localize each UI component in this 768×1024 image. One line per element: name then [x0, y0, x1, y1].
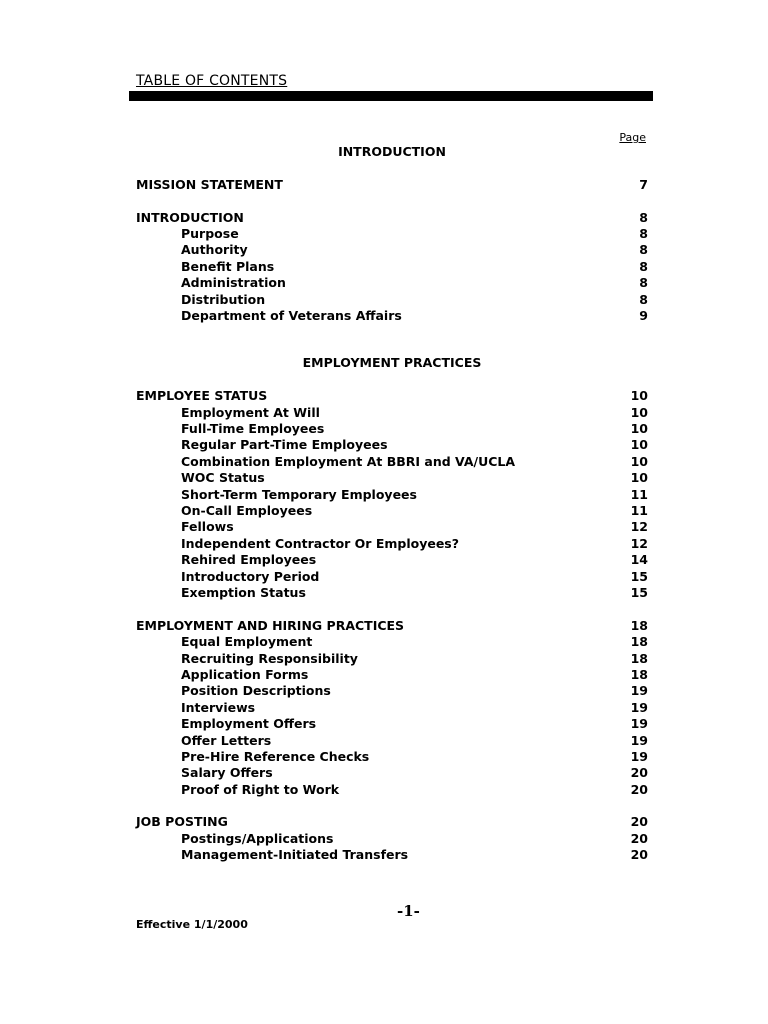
- toc-entry-label: Proof of Right to Work: [181, 781, 340, 797]
- toc-group-row: [136, 388, 648, 404]
- toc-entry-row: [136, 454, 648, 470]
- toc-entry-label: Combination Employment At BBRI and VA/UCLA: [181, 453, 516, 469]
- toc-entry-page: 18: [630, 666, 648, 682]
- section-title: INTRODUCTION: [338, 144, 446, 159]
- toc-entry-page: 8: [639, 291, 648, 307]
- toc-entry-row: [136, 585, 648, 601]
- toc-entry-page: 12: [630, 519, 648, 535]
- toc-entry-page: 19: [630, 748, 648, 764]
- toc-entry-label: Exemption Status: [181, 584, 306, 600]
- heading-rule: [129, 91, 653, 101]
- toc-entry-label: WOC Status: [181, 470, 265, 486]
- toc-heading: TABLE OF CONTENTS: [136, 73, 288, 89]
- toc-list: [136, 144, 648, 864]
- toc-group-row: [136, 210, 648, 226]
- toc-entry-page: 19: [630, 716, 648, 732]
- toc-entry-page: 11: [630, 486, 648, 502]
- toc-entry-page: 14: [630, 552, 648, 568]
- toc-entry-label: EMPLOYMENT AND HIRING PRACTICES: [136, 617, 405, 633]
- toc-entry-page: 20: [630, 847, 648, 863]
- toc-entry-row: [136, 782, 648, 798]
- toc-entry-label: MISSION STATEMENT: [136, 176, 283, 192]
- toc-entry-page: 11: [630, 503, 648, 519]
- group-spacer: [136, 798, 648, 814]
- title-spacer: [136, 160, 648, 177]
- page-column-label: Page: [619, 131, 646, 144]
- toc-entry-row: [136, 292, 648, 308]
- toc-entry-label: Application Forms: [181, 666, 309, 682]
- toc-entry-page: 20: [630, 814, 648, 830]
- section-spacer: [136, 324, 648, 355]
- toc-entry-row: [136, 651, 648, 667]
- toc-entry-row: [136, 503, 648, 519]
- toc-entry-page: 10: [630, 437, 648, 453]
- toc-entry-page: 8: [639, 242, 648, 258]
- toc-entry-row: [136, 487, 648, 503]
- toc-entry-page: 19: [630, 699, 648, 715]
- toc-entry-row: [136, 716, 648, 732]
- toc-entry-label: Management-Initiated Transfers: [181, 847, 409, 863]
- toc-entry-label: Benefit Plans: [181, 258, 275, 274]
- toc-group-row: [136, 618, 648, 634]
- toc-entry-page: 19: [630, 683, 648, 699]
- toc-entry-row: [136, 275, 648, 291]
- toc-entry-row: [136, 259, 648, 275]
- toc-entry-page: 10: [630, 453, 648, 469]
- toc-entry-row: [136, 733, 648, 749]
- toc-entry-page: 18: [630, 634, 648, 650]
- toc-entry-row: [136, 847, 648, 863]
- toc-entry-row: [136, 552, 648, 568]
- toc-entry-label: Distribution: [181, 291, 266, 307]
- toc-entry-page: 10: [630, 421, 648, 437]
- toc-entry-row: [136, 749, 648, 765]
- toc-entry-page: 8: [639, 226, 648, 242]
- group-spacer: [136, 601, 648, 617]
- toc-entry-label: Administration: [181, 275, 286, 291]
- title-spacer: [136, 372, 648, 389]
- toc-entry-page: 8: [639, 209, 648, 225]
- toc-entry-label: Full-Time Employees: [181, 421, 325, 437]
- toc-entry-label: Purpose: [181, 226, 239, 242]
- toc-entry-label: Employment At Will: [181, 404, 320, 420]
- page-number: -1-: [397, 902, 420, 920]
- toc-entry-row: [136, 831, 648, 847]
- toc-entry-label: EMPLOYEE STATUS: [136, 388, 268, 404]
- toc-entry-label: Equal Employment: [181, 634, 313, 650]
- toc-entry-label: Short-Term Temporary Employees: [181, 486, 417, 502]
- toc-entry-page: 7: [639, 176, 648, 192]
- toc-entry-label: Position Descriptions: [181, 683, 331, 699]
- toc-entry-page: 10: [630, 404, 648, 420]
- toc-entry-label: Authority: [181, 242, 248, 258]
- toc-group-row: [136, 814, 648, 830]
- toc-entry-label: JOB POSTING: [136, 814, 228, 830]
- toc-entry-row: [136, 308, 648, 324]
- toc-entry-label: INTRODUCTION: [136, 209, 244, 225]
- toc-entry-page: 15: [630, 568, 648, 584]
- toc-entry-row: [136, 242, 648, 258]
- toc-entry-label: Introductory Period: [181, 568, 320, 584]
- toc-entry-label: Pre-Hire Reference Checks: [181, 748, 370, 764]
- toc-entry-row: [136, 569, 648, 585]
- toc-entry-page: 9: [639, 308, 648, 324]
- group-spacer: [136, 193, 648, 209]
- toc-entry-row: [136, 470, 648, 486]
- toc-entry-row: [136, 226, 648, 242]
- toc-entry-row: [136, 700, 648, 716]
- toc-entry-page: 18: [630, 650, 648, 666]
- toc-entry-page: 12: [630, 535, 648, 551]
- toc-entry-label: Offer Letters: [181, 732, 272, 748]
- toc-entry-page: 20: [630, 765, 648, 781]
- toc-entry-label: Department of Veterans Affairs: [181, 308, 402, 324]
- toc-entry-page: 20: [630, 830, 648, 846]
- toc-entry-row: [136, 405, 648, 421]
- toc-entry-page: 20: [630, 781, 648, 797]
- toc-entry-label: Regular Part-Time Employees: [181, 437, 388, 453]
- effective-date: Effective 1/1/2000: [136, 918, 248, 931]
- toc-entry-row: [136, 421, 648, 437]
- toc-entry-label: Independent Contractor Or Employees?: [181, 535, 459, 551]
- toc-entry-page: 18: [630, 617, 648, 633]
- toc-entry-page: 10: [630, 388, 648, 404]
- toc-entry-page: 15: [630, 584, 648, 600]
- toc-entry-row: [136, 519, 648, 535]
- toc-group-row: [136, 177, 648, 193]
- toc-entry-label: Salary Offers: [181, 765, 273, 781]
- toc-entry-label: Postings/Applications: [181, 830, 334, 846]
- toc-entry-label: On-Call Employees: [181, 503, 313, 519]
- toc-entry-page: 8: [639, 258, 648, 274]
- toc-entry-label: Recruiting Responsibility: [181, 650, 358, 666]
- toc-entry-page: 8: [639, 275, 648, 291]
- toc-entry-label: Fellows: [181, 519, 234, 535]
- toc-entry-row: [136, 667, 648, 683]
- toc-entry-label: Employment Offers: [181, 716, 317, 732]
- toc-entry-page: 19: [630, 732, 648, 748]
- toc-entry-label: Interviews: [181, 699, 256, 715]
- toc-entry-row: [136, 634, 648, 650]
- toc-entry-row: [136, 765, 648, 781]
- section-title: EMPLOYMENT PRACTICES: [302, 355, 482, 371]
- toc-entry-row: [136, 437, 648, 453]
- toc-entry-label: Rehired Employees: [181, 552, 317, 568]
- toc-entry-row: [136, 536, 648, 552]
- toc-entry-page: 10: [630, 470, 648, 486]
- toc-entry-row: [136, 683, 648, 699]
